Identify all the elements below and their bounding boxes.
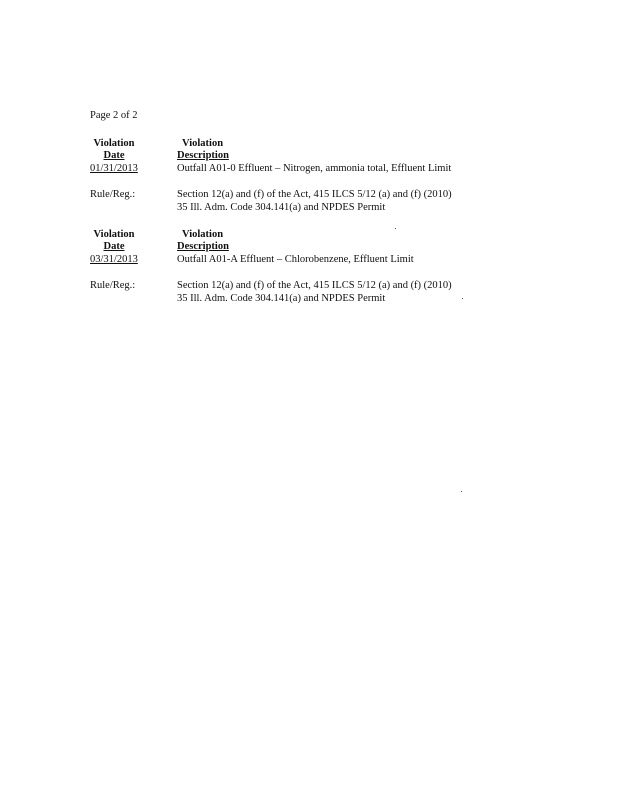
rule-reg-line2: 35 Ill. Adm. Code 304.141(a) and NPDES Permit	[177, 202, 386, 213]
scan-speck	[461, 491, 462, 492]
description-column-header-line1: Violation	[182, 138, 224, 149]
violation-date: 01/31/2013	[90, 163, 138, 174]
rule-reg-line1: Section 12(a) and (f) of the Act, 415 ILCS 5/12 (a) and (f) (2010)	[177, 280, 452, 291]
rule-reg-label: Rule/Reg.:	[90, 189, 136, 200]
violation-date: 03/31/2013	[90, 254, 138, 265]
date-column-header-line1: Violation	[93, 138, 135, 149]
scan-speck	[395, 228, 396, 229]
scan-speck	[462, 298, 463, 299]
date-column-header-line1: Violation	[93, 229, 135, 240]
page-number: Page 2 of 2	[90, 110, 138, 121]
date-column-header-line2: Date	[103, 150, 125, 161]
rule-reg-line1: Section 12(a) and (f) of the Act, 415 ILCS 5/12 (a) and (f) (2010)	[177, 189, 452, 200]
description-column-header-line2: Description	[177, 241, 229, 252]
violation-description: Outfall A01-0 Effluent – Nitrogen, ammonia total, Effluent Limit	[177, 163, 452, 174]
violation-description: Outfall A01-A Effluent – Chlorobenzene, Effluent Limit	[177, 254, 414, 265]
description-column-header-line2: Description	[177, 150, 229, 161]
date-column-header-line2: Date	[103, 241, 125, 252]
rule-reg-label: Rule/Reg.:	[90, 280, 136, 291]
rule-reg-line2: 35 Ill. Adm. Code 304.141(a) and NPDES Permit	[177, 293, 386, 304]
description-column-header-line1: Violation	[182, 229, 224, 240]
